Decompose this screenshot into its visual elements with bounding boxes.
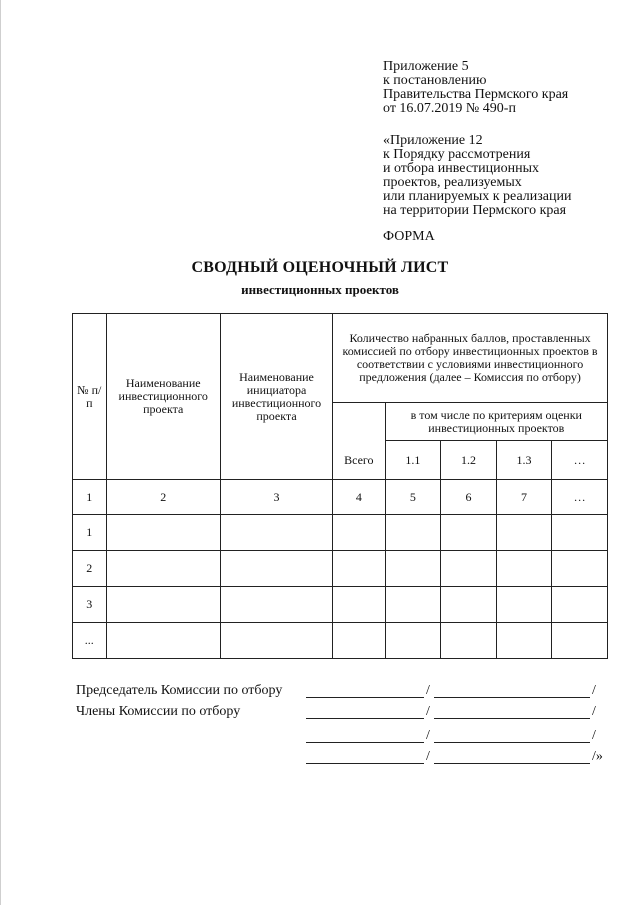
criterion-more: … (552, 441, 608, 480)
table-cell[interactable] (441, 515, 497, 551)
table-cell[interactable] (552, 551, 608, 587)
index-cell: 7 (496, 480, 552, 515)
table-cell[interactable] (496, 515, 552, 551)
appendix-12-note (383, 134, 633, 218)
criterion-1-1: 1.1 (385, 441, 441, 480)
row-number: 3 (73, 587, 107, 623)
table-cell[interactable] (441, 551, 497, 587)
index-cell: 5 (385, 480, 441, 515)
table-cell[interactable] (552, 587, 608, 623)
member-name-line[interactable] (434, 749, 590, 764)
signature-closing: /» (592, 749, 603, 764)
table-cell[interactable] (220, 515, 332, 551)
table-cell[interactable] (385, 551, 441, 587)
column-index-row (73, 480, 608, 515)
table-row (73, 623, 608, 659)
criterion-1-2: 1.2 (441, 441, 497, 480)
appendix-12-line: проектов, реализуемых (383, 175, 522, 190)
header-initiator-name: Наименование инициатора инвестиционного проекта (220, 314, 332, 480)
index-cell: 1 (73, 480, 107, 515)
index-cell: 4 (333, 480, 385, 515)
appendix-12-line: или планируемых к реализации (383, 189, 572, 204)
form-label: ФОРМА (383, 229, 435, 244)
table-cell[interactable] (496, 623, 552, 659)
appendix-line: Правительства Пермского края (383, 87, 569, 102)
index-cell: 2 (106, 480, 220, 515)
criterion-1-3: 1.3 (496, 441, 552, 480)
appendix-note (383, 60, 633, 116)
chairman-label: Председатель Комиссии по отбору (76, 683, 283, 698)
member-name-line[interactable] (434, 704, 590, 719)
table-row (73, 587, 608, 623)
signature-slash: / (592, 683, 596, 698)
index-cell: … (552, 480, 608, 515)
row-number: ... (73, 623, 107, 659)
appendix-line: Приложение 5 (383, 59, 469, 74)
signature-slash: / (426, 683, 430, 698)
table-cell[interactable] (552, 623, 608, 659)
members-label: Члены Комиссии по отбору (76, 704, 241, 719)
table-cell[interactable] (385, 515, 441, 551)
member-signature-line[interactable] (306, 749, 424, 764)
signature-slash: / (426, 704, 430, 719)
header-criteria-group: в том числе по критериям оценки инвестиционных проектов (385, 403, 607, 441)
document-title: СВОДНЫЙ ОЦЕНОЧНЫЙ ЛИСТ (191, 259, 449, 276)
table-row (73, 515, 608, 551)
index-cell: 3 (220, 480, 332, 515)
header-project-name: Наименование инвестиционного проекта (106, 314, 220, 480)
table-cell[interactable] (106, 551, 220, 587)
chairman-signature-line[interactable] (306, 683, 424, 698)
table-cell[interactable] (385, 587, 441, 623)
appendix-12-line: на территории Пермского края (383, 203, 567, 218)
row-number: 2 (73, 551, 107, 587)
table-cell[interactable] (441, 587, 497, 623)
table-cell[interactable] (333, 551, 385, 587)
row-number: 1 (73, 515, 107, 551)
table-cell[interactable] (333, 515, 385, 551)
appendix-line: к постановлению (383, 73, 487, 88)
table-cell[interactable] (441, 623, 497, 659)
appendix-12-line: к Порядку рассмотрения (383, 147, 531, 162)
table-row (73, 551, 608, 587)
table-cell[interactable] (496, 551, 552, 587)
appendix-12-line: и отбора инвестиционных (383, 161, 540, 176)
signature-slash: / (592, 704, 596, 719)
member-signature-line[interactable] (306, 728, 424, 743)
evaluation-table (72, 313, 608, 659)
table-cell[interactable] (106, 515, 220, 551)
signature-slash: / (426, 749, 430, 764)
chairman-name-line[interactable] (434, 683, 590, 698)
table-cell[interactable] (333, 587, 385, 623)
signature-slash: / (426, 728, 430, 743)
signature-slash: / (592, 728, 596, 743)
member-name-line[interactable] (434, 728, 590, 743)
table-cell[interactable] (106, 587, 220, 623)
table-cell[interactable] (106, 623, 220, 659)
appendix-12-line: «Приложение 12 (383, 133, 483, 148)
table-cell[interactable] (552, 515, 608, 551)
header-scores-group: Количество набранных баллов, проставленных комиссией по отбору инвестиционных проектов в соответствии с условиями инвестиционного предложения (далее – Комиссия по отбору) (333, 314, 608, 403)
index-cell: 6 (441, 480, 497, 515)
header-total: Всего (333, 403, 385, 480)
page-edge (0, 0, 1, 905)
member-signature-line[interactable] (306, 704, 424, 719)
table-cell[interactable] (220, 623, 332, 659)
table-cell[interactable] (496, 587, 552, 623)
header-number: № п/п (73, 314, 107, 480)
table-cell[interactable] (385, 623, 441, 659)
table-cell[interactable] (333, 623, 385, 659)
document-subtitle: инвестиционных проектов (241, 282, 399, 297)
appendix-line: от 16.07.2019 № 490-п (383, 101, 516, 116)
table-cell[interactable] (220, 587, 332, 623)
table-cell[interactable] (220, 551, 332, 587)
